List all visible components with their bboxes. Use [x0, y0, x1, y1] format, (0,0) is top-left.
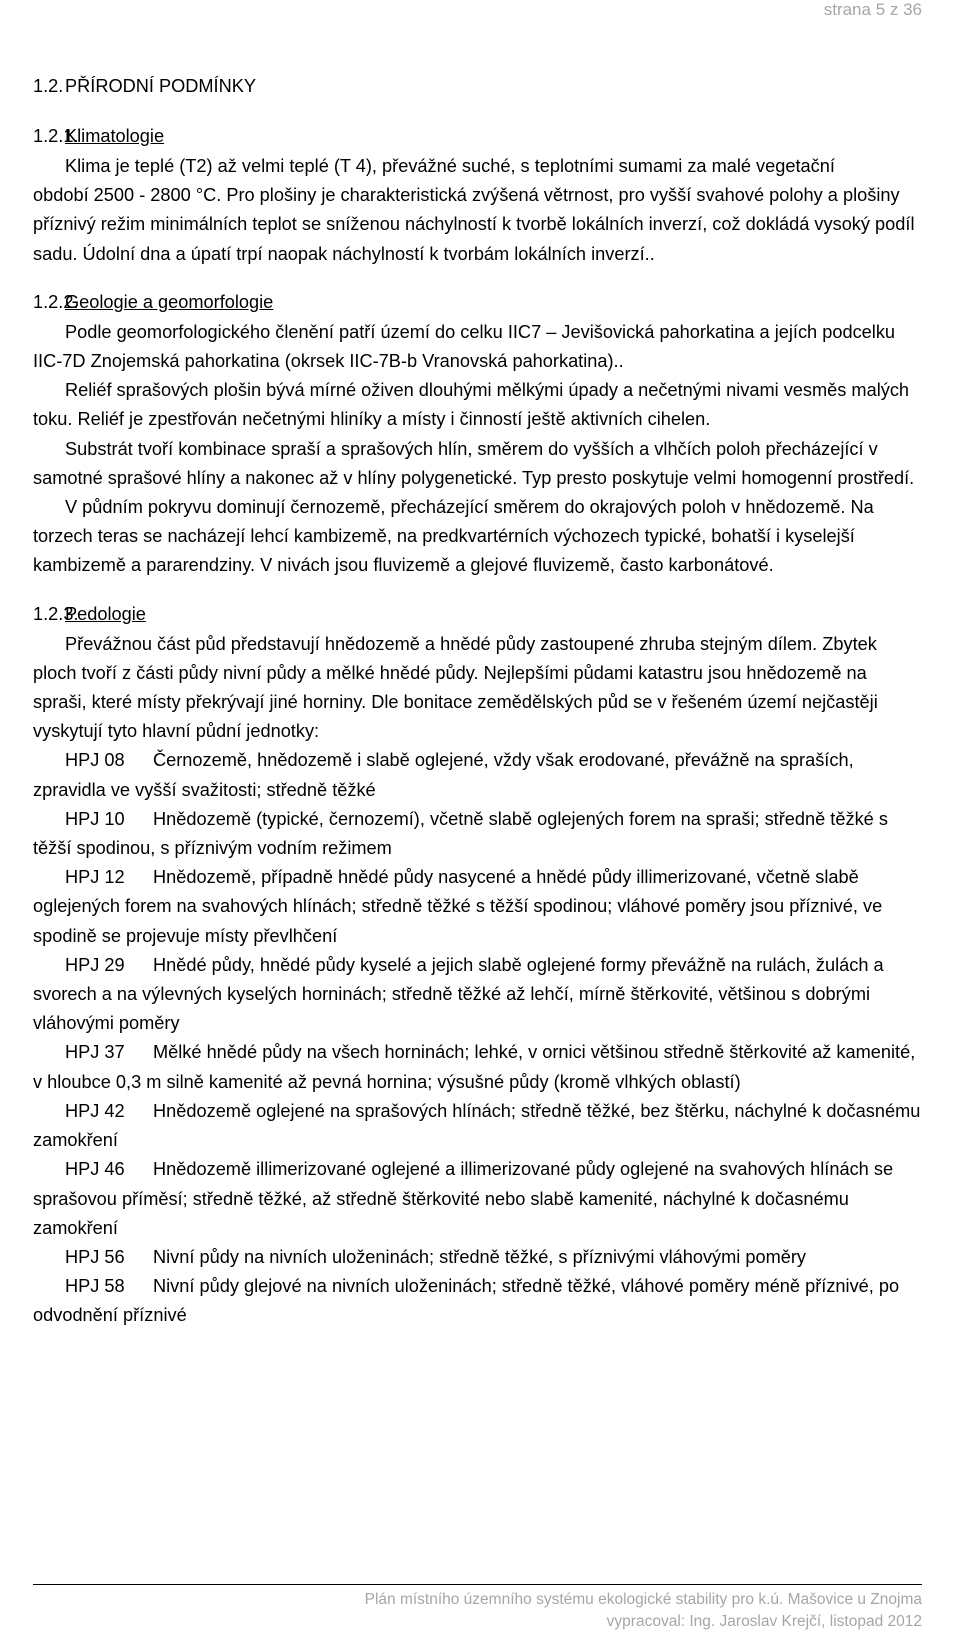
section-heading — [33, 72, 923, 100]
soil-unit-code: HPJ 37 — [65, 1042, 125, 1063]
soil-unit-list — [33, 746, 923, 1330]
heading-pedologie — [33, 600, 923, 628]
soil-unit-description: Hnědozemě oglejené na sprašových hlínách; středně těžké, bez štěrku, náchylné k dočasnému zamokření — [33, 1100, 921, 1151]
paragraph: Převážnou část půd představují hnědozemě a hnědé půdy zastoupené zhruba stejným dílem. Zbytek ploch tvoří z části půdy nivní půdy a mělké hnědé půdy. Nejlepšími půdami katastru jsou hnědozemě na spraši, které místy překrývají jiné horniny. Dle bonitace zemědělských půd se v řešeném území nejčastěji vyskytují tyto hlavní půdní jednotky: — [33, 633, 878, 742]
footer-author: vypracoval: Ing. Jaroslav Krejčí, listopad 2012 — [606, 1613, 922, 1630]
list-item — [33, 951, 923, 1039]
soil-unit-code: HPJ 42 — [65, 1100, 125, 1121]
soil-unit-description: Nivní půdy glejové na nivních uloženinách; středně těžké, vláhové poměry méně příznivé, po odvodnění příznivé — [33, 1276, 900, 1326]
soil-unit-code: HPJ 46 — [65, 1159, 125, 1180]
soil-unit-code: HPJ 10 — [65, 808, 125, 829]
list-item — [33, 805, 923, 863]
heading-number: 1.2.3. — [33, 603, 79, 624]
soil-unit-code: HPJ 58 — [65, 1276, 125, 1297]
page-footer — [365, 1589, 922, 1633]
list-item — [33, 1038, 923, 1096]
list-item — [33, 1097, 923, 1155]
soil-unit-code: HPJ 08 — [65, 750, 125, 771]
section-number: 1.2. — [33, 76, 64, 96]
soil-unit-description: Nivní půdy na nivních uloženinách; středně těžké, s příznivými vláhovými poměry — [153, 1246, 807, 1267]
list-item — [33, 863, 923, 951]
paragraph: Reliéf sprašových plošin bývá mírné oživen dlouhými mělkými úpady a nečetnými nivami vesměs malých toku. Reliéf je zpestřován nečetnými hliníky a místy i činností ještě aktivních cihelen. — [33, 380, 910, 430]
soil-unit-code: HPJ 29 — [65, 954, 125, 975]
page-number: strana 5 z 36 — [823, 0, 922, 19]
paragraph: Podle geomorfologického členění patří území do celku IIC7 – Jevišovická pahorkatina a jejích podcelku IIC-7D Znojemská pahorkatina (okrsek IIC-7B-b Vranovská pahorkatina).. — [33, 321, 896, 372]
heading-title: Geologie a geomorfologie — [65, 291, 274, 312]
heading-title: Klimatologie — [65, 126, 165, 146]
paragraph: V půdním pokryvu dominují černozemě, přecházející směrem do okrajových poloh v hnědozemě. Na torzech teras se nacházejí lehcí kambizemě, na predkvartérních výchozech typické, bohatší i kyselejší kambizemě a pararendziny. V nivách jsou fluvizemě a glejové fluvizemě, často karbonátové. — [33, 497, 874, 576]
heading-number: 1.2.1. — [33, 126, 79, 146]
list-item — [33, 1155, 923, 1243]
soil-unit-description: Hnědozemě, případně hnědé půdy nasycené a hnědé půdy illimerizované, včetně slabě oglejených forem na svahových hlínách; středně těžké s těžší spodinou; vláhové poměry jsou příznivé, ve spodině se projevuje místy převlhčení — [33, 867, 883, 946]
footer-title: Plán místního územního systému ekologické stability pro k.ú. Mašovice u Znojma — [364, 1591, 922, 1608]
soil-unit-description: Hnědé půdy, hnědé půdy kyselé a jejich slabě oglejené formy převážně na rulách, žulách a svorech a na výlevných kyselých horninách; středně těžké až lehčí, mírně štěrkovité, většinou s dobrými vláhovými poměry — [33, 954, 884, 1034]
paragraph: Substrát tvoří kombinace spraší a sprašových hlín, směrem do vyšších a vlhčích poloh přecházející v samotné sprašové hlíny a nakonec až v hlíny polygenetické. Typ presto poskytuje velmi homogenní prostředí. — [33, 438, 915, 488]
list-item — [33, 1272, 923, 1330]
soil-unit-code: HPJ 12 — [65, 867, 125, 888]
list-item — [33, 1243, 923, 1272]
list-item — [33, 746, 923, 804]
section-title: PŘÍRODNÍ PODMÍNKY — [65, 76, 256, 96]
soil-unit-description: Mělké hnědé půdy na všech horninách; lehké, v ornici většinou středně štěrkovité až kamenité, v hloubce 0,3 m silně kamenité až pevná hornina; výsušné půdy (kromě vlhkých oblastí) — [33, 1042, 916, 1092]
heading-klimatologie — [33, 122, 923, 150]
paragraph: období 2500 - 2800 °C. Pro plošiny je charakteristická zvýšená větrnost, pro vyšší svahové polohy a plošiny příznivý režim minimálních teplot se sníženou náchylností k tvorbě lokálních inverzí, což dokládá vysoký podíl sadu. Údolní dna a úpatí trpí naopak náchylností k tvorbám lokálních inverzí.. — [33, 185, 915, 264]
heading-geologie — [33, 288, 923, 316]
heading-number: 1.2.2. — [33, 291, 79, 312]
footer-divider — [33, 1584, 922, 1585]
soil-unit-description: Hnědozemě illimerizované oglejené a illimerizované půdy oglejené na svahových hlínách se sprašovou příměsí; středně těžké, až středně štěrkovité nebo slabě kamenité, náchylné k dočasnému zamokření — [33, 1159, 894, 1238]
soil-unit-description: Černozemě, hnědozemě i slabě oglejené, vždy však erodované, převážně na spraších, zpravidla ve vyšší svažitosti; středně těžké — [33, 750, 854, 800]
soil-unit-description: Hnědozemě (typické, černozemí), včetně slabě oglejených forem na spraši; středně těžké s těžší spodinou, s příznivým vodním režimem — [33, 808, 888, 859]
soil-unit-code: HPJ 56 — [65, 1246, 125, 1267]
heading-title: Pedologie — [65, 603, 146, 624]
paragraph: Klima je teplé (T2) až velmi teplé (T 4), převážné suché, s teplotními sumami za malé vegetační — [65, 156, 835, 176]
document-body — [33, 72, 923, 1331]
